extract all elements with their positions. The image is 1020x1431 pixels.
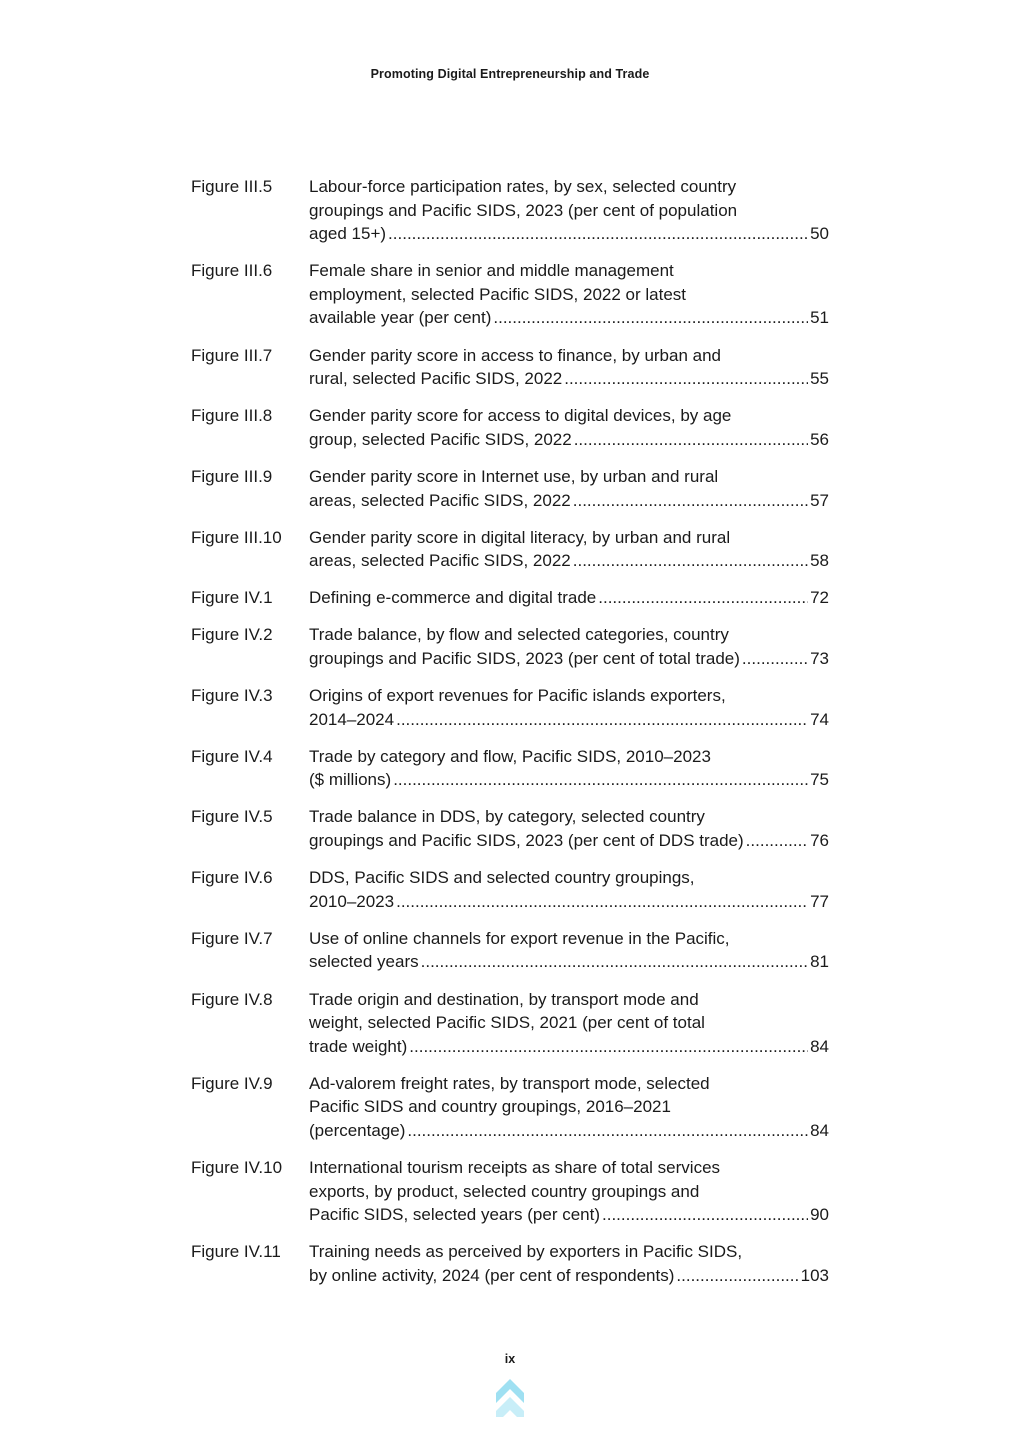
dot-leader bbox=[574, 428, 808, 452]
figure-title-line: aged 15+) bbox=[309, 224, 387, 244]
figure-title-last-line bbox=[309, 829, 829, 853]
figure-title-line: Trade origin and destination, by transport mode and bbox=[309, 989, 699, 1009]
figure-title-line: Gender parity score in access to finance, by urban and bbox=[309, 345, 722, 365]
figure-label: Figure IV.3 bbox=[191, 686, 273, 706]
page-number: ix bbox=[504, 1352, 516, 1366]
page-reference[interactable]: 76 bbox=[810, 831, 829, 851]
page-reference[interactable]: 74 bbox=[810, 709, 829, 729]
figure-label: Figure III.7 bbox=[191, 345, 273, 365]
toc-entry[interactable] bbox=[191, 1072, 829, 1143]
figure-title-line: available year (per cent) bbox=[309, 308, 492, 328]
figure-label: Figure IV.9 bbox=[191, 1073, 273, 1093]
figure-title-line: Trade balance in DDS, by category, selected country bbox=[309, 807, 705, 827]
figure-title-last-line bbox=[309, 647, 829, 671]
figure-title bbox=[309, 404, 829, 451]
figure-title bbox=[309, 1156, 829, 1227]
figure-title-last-line bbox=[309, 489, 829, 513]
figure-title-line: groupings and Pacific SIDS, 2023 (per cent of total trade) bbox=[309, 649, 740, 668]
figure-title-line: Pacific SIDS, selected years (per cent) bbox=[309, 1205, 601, 1225]
figure-title bbox=[309, 526, 829, 573]
figure-title-last-line bbox=[309, 586, 829, 610]
figure-title-line: Labour-force participation rates, by sex, selected country bbox=[309, 177, 737, 196]
figure-title bbox=[309, 465, 829, 512]
figure-title-line: Ad-valorem freight rates, by transport mode, selected bbox=[309, 1073, 710, 1093]
figure-title bbox=[309, 745, 829, 792]
figure-title-line: weight, selected Pacific SIDS, 2021 (per cent of total bbox=[309, 1013, 705, 1033]
figure-label: Figure IV.7 bbox=[191, 928, 273, 948]
figure-title-line: Origins of export revenues for Pacific islands exporters, bbox=[309, 686, 726, 706]
toc-entry[interactable] bbox=[191, 465, 829, 512]
page-reference[interactable]: 55 bbox=[810, 369, 829, 389]
figure-title-line: Defining e-commerce and digital trade bbox=[309, 588, 597, 608]
figure-label: Figure III.9 bbox=[191, 466, 273, 486]
running-header: Promoting Digital Entrepreneurship and Trade bbox=[370, 67, 650, 81]
figure-label: Figure IV.11 bbox=[191, 1242, 281, 1262]
figure-title-line: rural, selected Pacific SIDS, 2022 bbox=[309, 369, 563, 389]
dot-leader bbox=[393, 768, 808, 792]
figure-label: Figure IV.4 bbox=[191, 746, 273, 766]
dot-leader bbox=[396, 708, 808, 732]
figure-title-line: selected years bbox=[309, 952, 419, 972]
toc-entry[interactable] bbox=[191, 344, 829, 391]
dot-leader bbox=[493, 306, 808, 330]
dot-leader bbox=[676, 1264, 798, 1288]
figure-title-line: Gender parity score for access to digital devices, by age bbox=[309, 406, 732, 426]
page-reference[interactable]: 77 bbox=[810, 891, 829, 911]
figure-label: Figure IV.5 bbox=[191, 807, 273, 827]
figure-title bbox=[309, 623, 829, 670]
figure-label: Figure III.8 bbox=[191, 406, 273, 426]
figure-title bbox=[309, 259, 829, 330]
figure-title-line: groupings and Pacific SIDS, 2023 (per cent of DDS trade) bbox=[309, 831, 744, 851]
figure-title-last-line bbox=[309, 222, 829, 246]
figure-title bbox=[309, 684, 829, 731]
toc-entry[interactable] bbox=[191, 988, 829, 1059]
figure-label: Figure III.6 bbox=[191, 261, 273, 281]
toc-entry[interactable] bbox=[191, 745, 829, 792]
figure-title-line: Pacific SIDS and country groupings, 2016–2021 bbox=[309, 1097, 671, 1117]
page-reference[interactable]: 81 bbox=[810, 952, 829, 972]
figure-title-line: (percentage) bbox=[309, 1121, 406, 1140]
figure-title-line: areas, selected Pacific SIDS, 2022 bbox=[309, 551, 571, 571]
toc-entry[interactable] bbox=[191, 586, 829, 610]
figure-title-last-line bbox=[309, 367, 829, 391]
figure-title-last-line bbox=[309, 708, 829, 732]
dot-leader bbox=[564, 367, 808, 391]
figure-label: Figure IV.1 bbox=[191, 588, 273, 608]
toc-entry[interactable] bbox=[191, 623, 829, 670]
figure-title-line: by online activity, 2024 (per cent of respondents) bbox=[309, 1265, 675, 1285]
figure-label: Figure III.5 bbox=[191, 177, 273, 196]
figure-label: Figure IV.2 bbox=[191, 625, 273, 645]
toc-entry[interactable] bbox=[191, 1240, 829, 1287]
figure-title-line: International tourism receipts as share of total services bbox=[309, 1158, 721, 1178]
figure-title-line: Gender parity score in Internet use, by urban and rural bbox=[309, 466, 719, 486]
toc-entry[interactable] bbox=[191, 684, 829, 731]
figure-title-last-line bbox=[309, 549, 829, 573]
figure-title bbox=[309, 866, 829, 913]
page-reference[interactable]: 58 bbox=[810, 551, 829, 571]
figure-title-last-line bbox=[309, 1203, 829, 1227]
figure-label: Figure IV.6 bbox=[191, 868, 273, 888]
page-reference[interactable]: 103 bbox=[800, 1265, 829, 1285]
figure-title-line: Female share in senior and middle management bbox=[309, 261, 674, 281]
page-reference[interactable]: 57 bbox=[810, 490, 829, 510]
figure-label: Figure III.10 bbox=[191, 527, 282, 547]
figure-title-line: 2010–2023 bbox=[309, 891, 395, 911]
page-reference[interactable]: 56 bbox=[810, 429, 829, 449]
dot-leader bbox=[742, 647, 808, 671]
toc-entry[interactable] bbox=[191, 526, 829, 573]
dot-leader bbox=[388, 222, 808, 246]
figure-title-line: employment, selected Pacific SIDS, 2022 or latest bbox=[309, 284, 687, 304]
toc-entry[interactable] bbox=[191, 404, 829, 451]
figure-title-last-line bbox=[309, 950, 829, 974]
double-chevron-up-icon bbox=[495, 1377, 525, 1417]
figure-title-line: ($ millions) bbox=[309, 770, 392, 790]
figure-title bbox=[309, 805, 829, 852]
page-reference[interactable]: 90 bbox=[810, 1205, 829, 1225]
page-reference[interactable]: 50 bbox=[810, 224, 829, 244]
figure-title bbox=[309, 1072, 829, 1143]
figure-title-line: Use of online channels for export revenue in the Pacific, bbox=[309, 928, 730, 948]
figure-title-last-line bbox=[309, 428, 829, 452]
dot-leader bbox=[409, 1035, 808, 1059]
dot-leader bbox=[407, 1119, 808, 1143]
toc-entry[interactable] bbox=[191, 866, 829, 913]
figure-title bbox=[309, 988, 829, 1059]
figure-title-line: Trade by category and flow, Pacific SIDS, 2010–2023 bbox=[309, 746, 711, 766]
figure-title-line: areas, selected Pacific SIDS, 2022 bbox=[309, 490, 571, 510]
page-reference[interactable]: 84 bbox=[810, 1121, 829, 1140]
figure-title-line: group, selected Pacific SIDS, 2022 bbox=[309, 429, 572, 449]
figure-title bbox=[309, 175, 829, 246]
figure-label: Figure IV.8 bbox=[191, 989, 273, 1009]
figure-label: Figure IV.10 bbox=[191, 1158, 283, 1178]
figure-title-last-line bbox=[309, 1119, 829, 1143]
figure-title-line: DDS, Pacific SIDS and selected country groupings, bbox=[309, 868, 695, 888]
dot-leader bbox=[421, 950, 808, 974]
list-of-figures bbox=[191, 175, 829, 1301]
page-reference[interactable]: 75 bbox=[810, 770, 829, 790]
dot-leader bbox=[396, 890, 808, 914]
figure-title-line: Training needs as perceived by exporters in Pacific SIDS, bbox=[309, 1242, 743, 1262]
dot-leader bbox=[746, 829, 808, 853]
figure-title-last-line bbox=[309, 1035, 829, 1059]
page-reference[interactable]: 73 bbox=[810, 649, 829, 668]
figure-title-line: groupings and Pacific SIDS, 2023 (per cent of population bbox=[309, 200, 738, 220]
figure-title-line: Trade balance, by flow and selected categories, country bbox=[309, 625, 729, 645]
toc-entry[interactable] bbox=[191, 927, 829, 974]
figure-title-last-line bbox=[309, 306, 829, 330]
figure-title-line: 2014–2024 bbox=[309, 709, 395, 729]
page-reference[interactable]: 72 bbox=[810, 588, 829, 608]
figure-title-last-line bbox=[309, 768, 829, 792]
dot-leader bbox=[598, 586, 808, 610]
figure-title bbox=[309, 344, 829, 391]
figure-title bbox=[309, 1240, 829, 1287]
figure-title-last-line bbox=[309, 890, 829, 914]
figure-title-last-line bbox=[309, 1264, 829, 1288]
figure-title-line: exports, by product, selected country groupings and bbox=[309, 1181, 700, 1201]
toc-entry[interactable] bbox=[191, 259, 829, 330]
toc-entry[interactable] bbox=[191, 805, 829, 852]
figure-title bbox=[309, 586, 829, 610]
figure-title-line: trade weight) bbox=[309, 1036, 408, 1056]
dot-leader bbox=[573, 489, 808, 513]
toc-entry[interactable] bbox=[191, 1156, 829, 1227]
toc-entry[interactable] bbox=[191, 175, 829, 246]
figure-title bbox=[309, 927, 829, 974]
page-reference[interactable]: 84 bbox=[810, 1036, 829, 1056]
figure-title-line: Gender parity score in digital literacy, by urban and rural bbox=[309, 527, 731, 547]
dot-leader bbox=[602, 1203, 808, 1227]
page-reference[interactable]: 51 bbox=[810, 308, 829, 328]
dot-leader bbox=[573, 549, 808, 573]
